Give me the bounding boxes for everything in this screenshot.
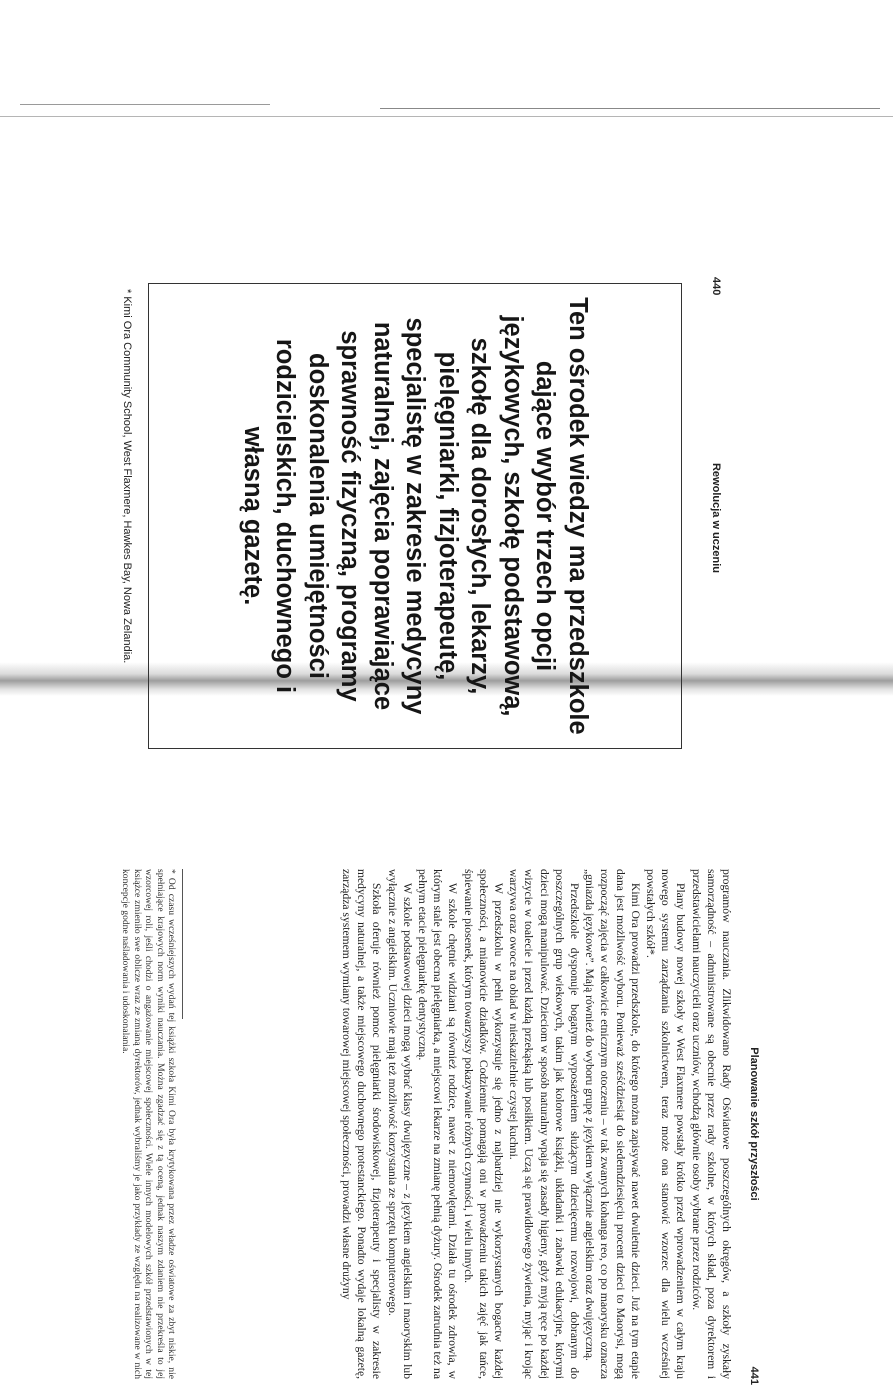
paragraph: Kimi Ora prowadzi przedszkole, do którego można zapisywać nawet dwuletnie dzieci. Już na tym etapie dana jest możliwość wyboru. Ponieważ sześćdziesiąt do siedemdziesięciu procent dzieci to Maorysi, mogą rozpocząć zajęcia w całkowicie etnicznym otoczeniu – w tak zwanych kohanga reo, co po maorysku oznacza „gniazda językowe”. Mają również do wyboru grupę z językiem wyłącznie angielskim oraz dwujęzyczną. (583, 869, 642, 1379)
paragraph: Szkoła oferuje również pomoc pielęgniarki środowiskowej, fizjoterapeuty i specjalisty w zakresie medycyny naturalnej, a także miejscowego duchownego protestanckiego. Ponadto wydaje lokalną gazetę, zarządza systemem wymiany towarowej miejscowej społeczności, prowadzi własne drużyny (339, 869, 384, 1379)
body-text (339, 869, 734, 1379)
scan-line (20, 104, 270, 105)
paragraph: Przedszkole dysponuje bogatym wyposażeniem służącym dziecięcemu rozwojowi, dobranym do poszczególnych grup wiekowych, takim jak kolorowe książki, układanki i zabawki edukacyjne, którymi dzieci mogą manipulować. Dzieciom w sposób naturalny wpaja się zasady higieny, gdyż myją ręce po każdej wizycie w toalecie i przed każdą przekąską lub posiłkiem. Uczą się prawidłowego żywienia, myjąc i krojąc warzywa oraz owoce na obiad w nieskazitelnie czystej kuchni. (507, 869, 581, 1379)
paragraph: W przedszkolu w pełni wykorzystuje się jedno z najbardziej nie wykorzystanych bogactw każdej społeczności, a mianowicie dziadków. Codziennie pomagają oni w prowadzeniu takich zajęć jak tańce, śpiewanie piosenek, którym towarzyszy pokazywanie różnych czynności, i wielu innych. (461, 869, 505, 1379)
right-footnote: * Od czasu wcześniejszych wydań tej książki szkoła Kimi Ora była krytykowana przez władze oświatowe za zbyt niskie, nie spełniające krajowych norm wyniki nauczania. Możnа zgadzać się z tą oceną, jednak naszym zdaniem nie przekreśla to jej wzorcowej roli, jeśli chodzi o angażowanie miejscowej społeczności. Wiele innych modelowych szkół przedstawionych w tej książce zmieniło swe oblicze wraz ze zmianą dyrektorów, jednak wybraliśmy je jako przykłady ze względu na realizowane w nich koncepcje godne naśladowania i udoskonalania. (120, 869, 177, 1379)
left-page-number: 440 (710, 277, 722, 296)
paragraph: W szkole podstawowej dzieci mogą wybrać klasy dwujęzyczne – z językiem angielskim i maoryskim lub wyłącznie z angielskim. Uczniowie mają też możliwość korzystania ze sprzętu komputerowego. (385, 869, 414, 1379)
scan-line (0, 116, 893, 117)
paragraph: Plany budowy nowej szkoły w West Flaxmere powstały krótko przed wprowadzeniem w całym kraju nowego systemu zarządzania szkolnictwem, teraz może ona stanowić wzorzec dla wielu wcześniej powstałych szkół*. (643, 869, 688, 1379)
right-running-title: Planowanie szkół przyszłości (748, 1047, 760, 1201)
left-running-head (704, 275, 722, 761)
left-page (0, 275, 722, 761)
right-page-number: 441 (748, 1366, 760, 1385)
right-page (0, 859, 760, 1389)
paragraph: W szkole chętnie widziani są również rodzice, nawet z niemowlętami. Działa tu ośrodek zdrowia, w którym stale jest obecna pielęgniarka, a miejscowi lekarze na zmianę pełnią dyżury. Ośrodek zatrudnia też na pełnym etacie pielęgniarkę dentystyczną. (415, 869, 460, 1379)
paragraph: programów nauczania. Zlikwidowano Rady Oświatowe poszczególnych okręgów, a szkoły zyskały samorządność – administrowane są obecnie przez rady szkolne, w których skład, poza dyrektorem i przedstawicielami nauczycieli oraz uczniów, wchodzą głównie osoby wybrane przez rodziców. (689, 869, 733, 1379)
left-running-title: Rewolucja w uczeniu (710, 462, 722, 574)
pull-quote: Ten ośrodek wiedzy ma przedszkole dające wybór trzech opcji językowych, szkołę podstawową, szkołę dla dorosłych, lekarzy, pielęgniarki, fizjoterapeutę, specjalistę w zakresie medycyny naturalnej, zajęcia poprawiające sprawność fizyczną, programy doskonalenia umiejętności rodzicielskich, duchownego i własną gazetę. (238, 297, 592, 735)
left-footnote: * Kimi Ora Community School, West Flaxmere, Hawkes Bay, Nowa Zelandia. (121, 289, 133, 664)
quote-box (148, 283, 682, 749)
scan-line (380, 108, 880, 109)
footnote-rule (182, 869, 183, 1019)
right-running-head (742, 859, 760, 1389)
